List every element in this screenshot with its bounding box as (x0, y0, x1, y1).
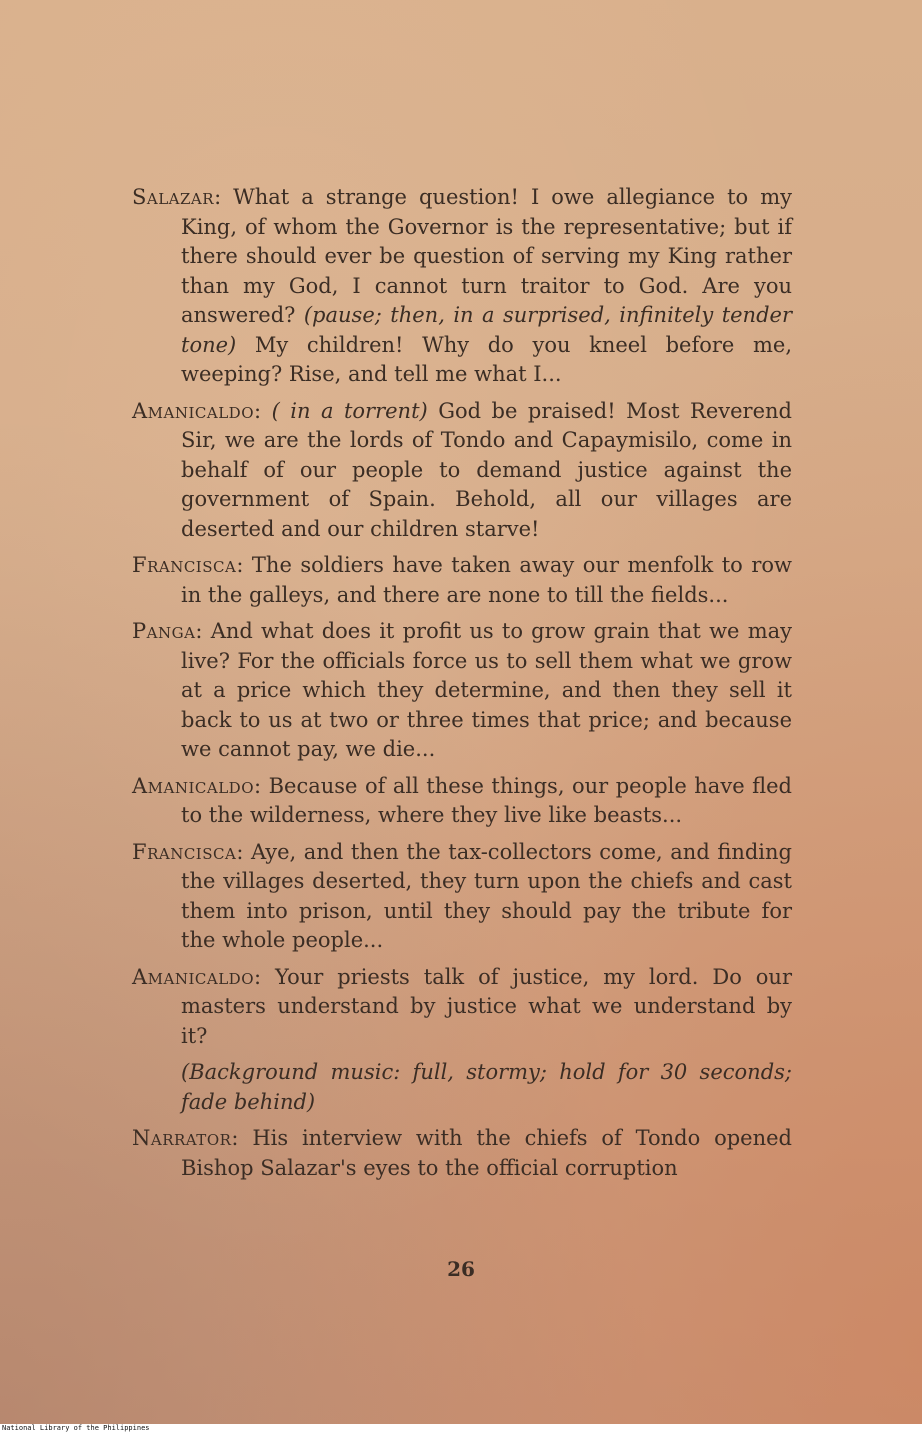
speaker-name: Amanicaldo (132, 964, 255, 989)
footer-strip (0, 1424, 922, 1433)
dialogue-line: Aye, and then the tax-collectors come, and finding the villages deserted, they turn upon the chiefs and cast them into prison, until they should pay the tribute for the whole people... (181, 839, 792, 952)
narration-line: His interview with the chiefs of Tondo opened Bishop Salazar's eyes to the official corruption (181, 1126, 792, 1180)
dialogue-panga: Panga: And what does it profit us to grow grain that we may live? For the officials force us to sell them what we grow at a price which they determine, and then they sell it back to us at two or three times that price; and because we cannot pay, we die... (132, 619, 792, 761)
speaker-name: Amanicaldo (132, 773, 255, 798)
dialogue-line: Because of all these things, our people have fled to the wilderness, where they live like beasts... (181, 773, 792, 827)
footer-credit: National Library of the Philippines (2, 1424, 150, 1432)
page-number: 26 (447, 1257, 475, 1281)
dialogue-line: God be praised! Most Reverend Sir, we are the lords of Tondo and Capaymisilo, come in behalf of our people to demand justice against the government of Spain. Behold, all our villages are deserted and our children starve! (181, 398, 792, 541)
dialogue-line: The soldiers have taken away our menfolk to row in the galleys, and there are none to till the fields... (181, 553, 792, 607)
dialogue-line: Your priests talk of justice, my lord. Do our masters understand by justice what we understand by it? (181, 964, 792, 1048)
dialogue-line: What a strange question! I owe allegiance to my King, of whom the Governor is the representative; but if there should ever be question of serving my King rather than my God, I cannot turn traitor to God. Are you answered? (181, 185, 792, 327)
dialogue-amanicaldo: Amanicaldo: Because of all these things, our people have fled to the wilderness, where they live like beasts... (132, 773, 792, 827)
script-text (132, 183, 792, 1190)
dialogue-amanicaldo: Amanicaldo: Your priests talk of justice, my lord. Do our masters understand by justice what we understand by it? (132, 964, 792, 1048)
speaker-name: Francisca (132, 553, 237, 577)
dialogue-francisca: Francisca: The soldiers have taken away our menfolk to row in the galleys, and there are none to till the fields... (132, 553, 792, 607)
speaker-name: Panga (132, 619, 196, 643)
dialogue-salazar: Salazar: What a strange question! I owe allegiance to my King, of whom the Governor is the representative; but if there should ever be question of serving my King rather than my God, I cannot turn traitor to God. Are you answered? (pause; then, in a surprised, infinitely tender tone) My children! Why do you kneel before me, weeping? Rise, and tell me what I... (132, 185, 792, 386)
speaker-name: Salazar (132, 185, 215, 209)
dialogue-narrator: Narrator: His interview with the chiefs of Tondo opened Bishop Salazar's eyes to the official corruption (132, 1126, 792, 1180)
stage-direction: (pause; then, in a surprised, infinitely tender tone) (181, 303, 792, 357)
speaker-name: Francisca (132, 839, 237, 864)
dialogue-line: My children! Why do you kneel before me, weeping? Rise, and tell me what I... (181, 332, 792, 386)
dialogue-francisca: Francisca: Aye, and then the tax-collectors come, and finding the villages deserted, they turn upon the chiefs and cast them into prison, until they should pay the tribute for the whole people... (132, 839, 792, 952)
music-cue: (Background music: full, stormy; hold for 30 seconds; fade behind) (181, 1060, 792, 1114)
speaker-name: Narrator (132, 1126, 232, 1150)
stage-direction: ( in a torrent) (271, 398, 428, 423)
dialogue-line: And what does it profit us to grow grain that we may live? For the officials force us to sell them what we grow at a price which they determine, and then they sell it back to us at two or three times that price; and because we cannot pay, we die... (181, 619, 792, 761)
dialogue-amanicaldo: Amanicaldo: ( in a torrent) God be praised! Most Reverend Sir, we are the lords of Tondo and Capaymisilo, come in behalf of our people to demand justice against the government of Spain. Behold, all our villages are deserted and our children starve! (132, 398, 792, 541)
speaker-name: Amanicaldo (132, 398, 255, 423)
